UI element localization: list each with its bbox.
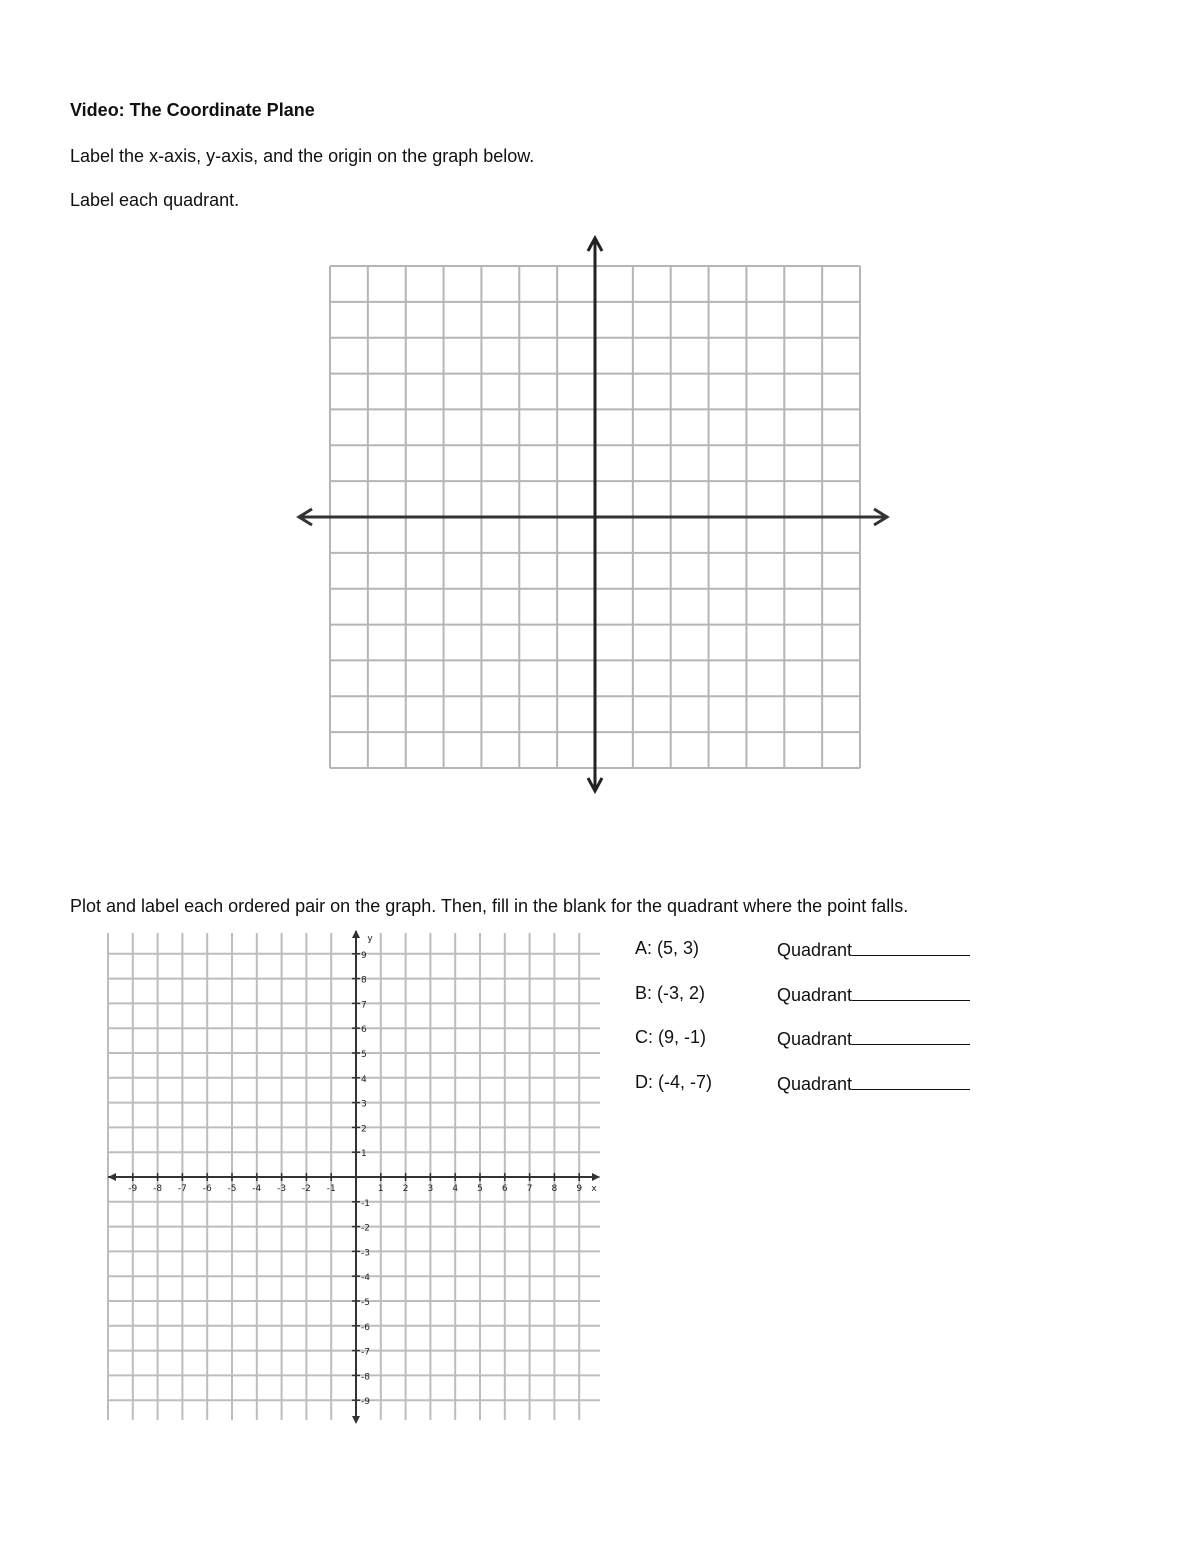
page-title: Video: The Coordinate Plane	[70, 100, 315, 120]
instruction-plot-pairs: Plot and label each ordered pair on the graph. Then, fill in the blank for the quadrant where the point falls.	[70, 896, 909, 916]
x-tick-label: -7	[177, 1184, 187, 1194]
x-tick-label: 6	[501, 1184, 508, 1194]
y-tick-label: -4	[361, 1273, 370, 1284]
pair-label: D: (-4, -7)	[635, 1071, 713, 1092]
y-tick-label: 3	[361, 1099, 367, 1110]
quadrant-blank[interactable]	[777, 1071, 970, 1095]
y-tick-label: -2	[361, 1223, 370, 1234]
quadrant-label: Quadrant	[777, 1029, 853, 1049]
y-axis-label: y	[367, 934, 373, 944]
x-tick-label: -1	[326, 1184, 336, 1194]
instruction-label-axes: Label the x-axis, y-axis, and the origin on the graph below.	[70, 146, 535, 166]
x-tick-label: 4	[452, 1184, 459, 1194]
x-tick-label: 9	[576, 1184, 583, 1194]
y-axis-arrow-down	[352, 1416, 360, 1424]
quadrant-label: Quadrant	[777, 984, 853, 1005]
answer-line[interactable]	[852, 1071, 970, 1090]
y-tick-label: 5	[361, 1050, 367, 1060]
y-tick-label: 8	[361, 975, 367, 986]
x-axis-arrow-left	[108, 1173, 116, 1181]
answer-line[interactable]	[852, 937, 970, 956]
y-tick-label: 7	[361, 1000, 367, 1011]
y-axis-arrow-up	[352, 930, 360, 938]
y-tick-label: -3	[361, 1248, 370, 1259]
y-tick-label: 4	[361, 1074, 367, 1085]
x-tick-label: -6	[202, 1184, 212, 1194]
pair-label: B: (-3, 2)	[635, 982, 706, 1003]
quadrant-blank[interactable]	[777, 937, 970, 961]
quadrant-label: Quadrant	[777, 1073, 853, 1094]
pair-label: C: (9, -1)	[635, 1027, 707, 1047]
x-tick-label: -3	[277, 1184, 287, 1194]
x-tick-label: -4	[252, 1184, 262, 1194]
quadrant-blank[interactable]	[777, 982, 970, 1006]
x-tick-label: 3	[427, 1184, 434, 1194]
x-tick-label: 2	[402, 1184, 409, 1194]
y-tick-label: 1	[361, 1149, 367, 1160]
x-tick-label: 8	[551, 1184, 558, 1194]
instruction-label-quadrants: Label each quadrant.	[70, 190, 240, 210]
x-axis-label: x	[591, 1184, 597, 1194]
answer-line[interactable]	[852, 1026, 970, 1045]
y-tick-label: -1	[361, 1198, 370, 1209]
quadrant-label: Quadrant	[777, 940, 853, 960]
x-tick-label: 1	[377, 1184, 384, 1194]
quadrant-blank[interactable]	[777, 1026, 970, 1050]
y-tick-label: 2	[361, 1124, 367, 1135]
x-tick-label: 7	[526, 1184, 533, 1194]
y-tick-label: -9	[361, 1397, 370, 1408]
y-tick-label: -6	[361, 1322, 370, 1333]
answer-line[interactable]	[852, 982, 970, 1001]
x-axis-arrow-right	[592, 1173, 600, 1181]
y-tick-label: -8	[361, 1372, 370, 1383]
x-tick-label: -8	[153, 1184, 163, 1194]
x-tick-label: -5	[227, 1184, 237, 1194]
x-tick-label: 5	[477, 1184, 483, 1194]
y-tick-label: 6	[361, 1025, 367, 1036]
y-tick-label: -7	[361, 1347, 370, 1358]
y-tick-label: -5	[361, 1298, 370, 1308]
pair-label: A: (5, 3)	[635, 938, 700, 958]
y-tick-label: 9	[361, 950, 367, 961]
x-tick-label: -9	[128, 1184, 138, 1194]
x-tick-label: -2	[301, 1184, 311, 1194]
